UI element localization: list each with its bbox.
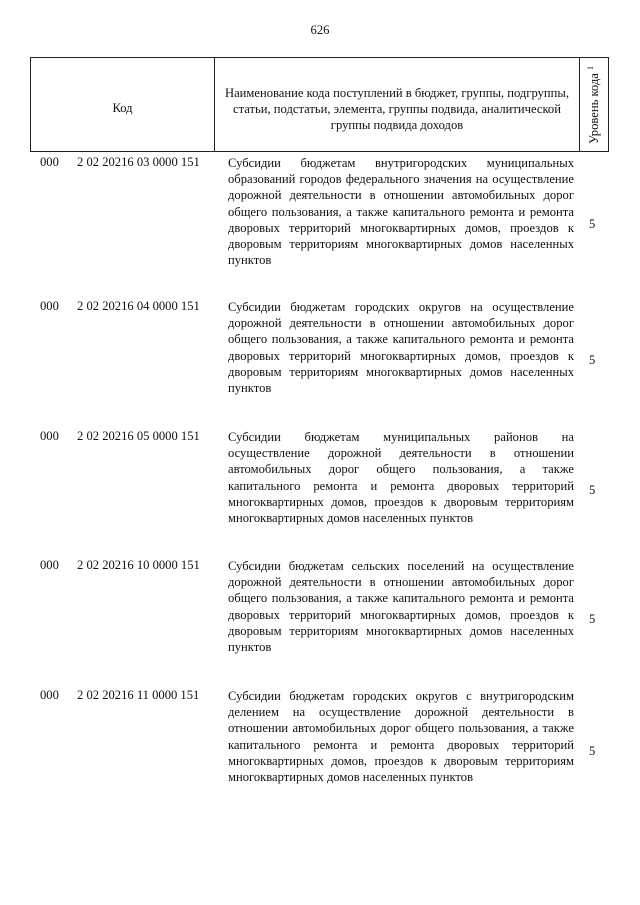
page-number: 626 <box>310 23 330 37</box>
header-level-label <box>586 65 602 143</box>
admin-code: 000 <box>40 688 59 702</box>
code-level: 5 <box>589 744 596 758</box>
revenue-name: Субсидии бюджетам внутригородских муниципальных образований городов федерального значения на осуществление дорожной деятельности в отношении автомобильных дорог общего пользования, а также капитального ремонта и ремонта дворовых территорий многоквартирных домов, проездов к дворовым территориям многоквартирных домов населенных пунктов <box>228 156 574 268</box>
header-level-footnote: 1 <box>585 65 595 70</box>
header-level <box>580 58 608 151</box>
revenue-code: 2 02 20216 03 0000 151 <box>77 155 200 169</box>
admin-code: 000 <box>40 558 59 572</box>
code-level: 5 <box>589 483 596 497</box>
admin-code: 000 <box>40 429 59 443</box>
revenue-code: 2 02 20216 05 0000 151 <box>77 429 200 443</box>
code-level: 5 <box>589 612 596 626</box>
header-name: Наименование кода поступлений в бюджет, группы, подгруппы, статьи, подстатьи, элемента, группы подвида, аналитической группы подвида доходов <box>215 58 580 151</box>
code-level: 5 <box>589 353 596 367</box>
admin-code: 000 <box>40 299 59 313</box>
admin-code: 000 <box>40 155 59 169</box>
revenue-name: Субсидии бюджетам городских округов с внутригородским делением на осуществление дорожной деятельности в отношении автомобильных дорог общего пользования, а также капитального ремонта и ремонта дворовых территорий многоквартирных домов, проездов к дворовым территориям многоквартирных домов населенных пунктов <box>228 689 574 785</box>
revenue-name: Субсидии бюджетам муниципальных районов на осуществление дорожной деятельности в отношении автомобильных дорог общего пользования, а также капитального ремонта и ремонта дворовых территорий многоквартирных домов, проездов к дворовым территориям многоквартирных домов населенных пунктов <box>228 430 574 526</box>
header-code: Код <box>31 58 215 151</box>
code-level: 5 <box>589 217 596 231</box>
header-level-text: Уровень кода <box>587 72 602 144</box>
revenue-code: 2 02 20216 10 0000 151 <box>77 558 200 572</box>
revenue-code: 2 02 20216 11 0000 151 <box>77 688 200 702</box>
table-header <box>30 57 609 152</box>
revenue-name: Субсидии бюджетам городских округов на осуществление дорожной деятельности в отношении автомобильных дорог общего пользования, а также капитального ремонта и ремонта дворовых территорий многоквартирных домов, проездов к дворовым территориям многоквартирных домов населенных пунктов <box>228 300 574 396</box>
revenue-code: 2 02 20216 04 0000 151 <box>77 299 200 313</box>
revenue-name: Субсидии бюджетам сельских поселений на осуществление дорожной деятельности в отношении автомобильных дорог общего пользования, а также капитального ремонта и ремонта дворовых территорий многоквартирных домов, проездов к дворовым территориям многоквартирных домов населенных пунктов <box>228 559 574 655</box>
